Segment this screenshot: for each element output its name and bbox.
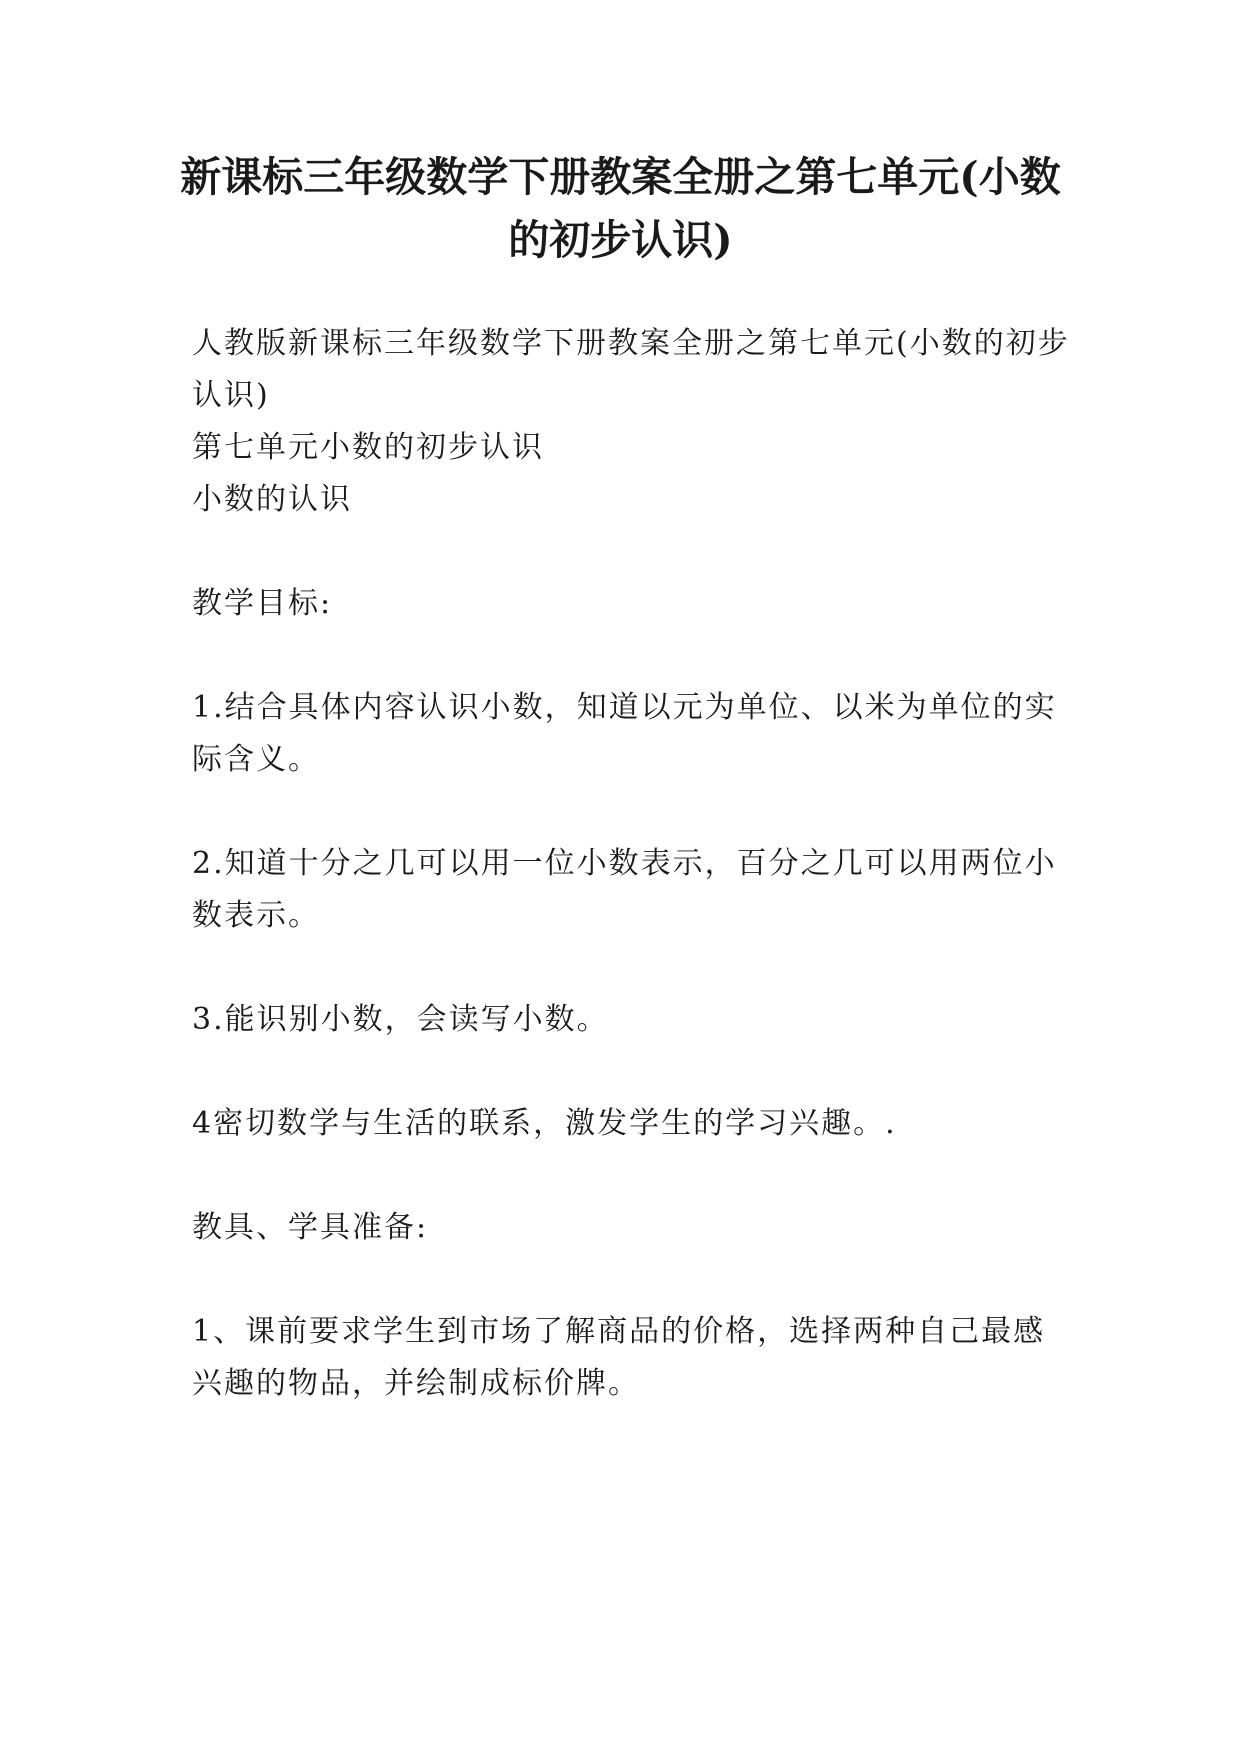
document-title: 新课标三年级数学下册教案全册之第七单元(小数的初步认识) — [180, 153, 1061, 264]
materials-item-1: 1、课前要求学生到市场了解商品的价格，选择两种自己最感兴趣的物品，并绘制成标价牌。 — [192, 1314, 1046, 1401]
objective-4: 4密切数学与生活的联系，激发学生的学习兴趣。. — [192, 1106, 897, 1141]
objective-3: 3.能识别小数，会读写小数。 — [192, 1002, 609, 1037]
objective-1: 1.结合具体内容认识小数，知道以元为单位、以米为单位的实际含义。 — [192, 690, 1057, 777]
objectives-heading: 教学目标: — [192, 586, 333, 621]
unit-heading: 第七单元小数的初步认识 — [192, 430, 544, 465]
intro-paragraph: 人教版新课标三年级数学下册教案全册之第七单元(小数的初步认识) — [192, 326, 1070, 413]
objective-2: 2.知道十分之几可以用一位小数表示，百分之几可以用两位小数表示。 — [192, 846, 1057, 933]
materials-heading: 教具、学具准备: — [192, 1210, 429, 1245]
lesson-heading: 小数的认识 — [192, 482, 352, 517]
